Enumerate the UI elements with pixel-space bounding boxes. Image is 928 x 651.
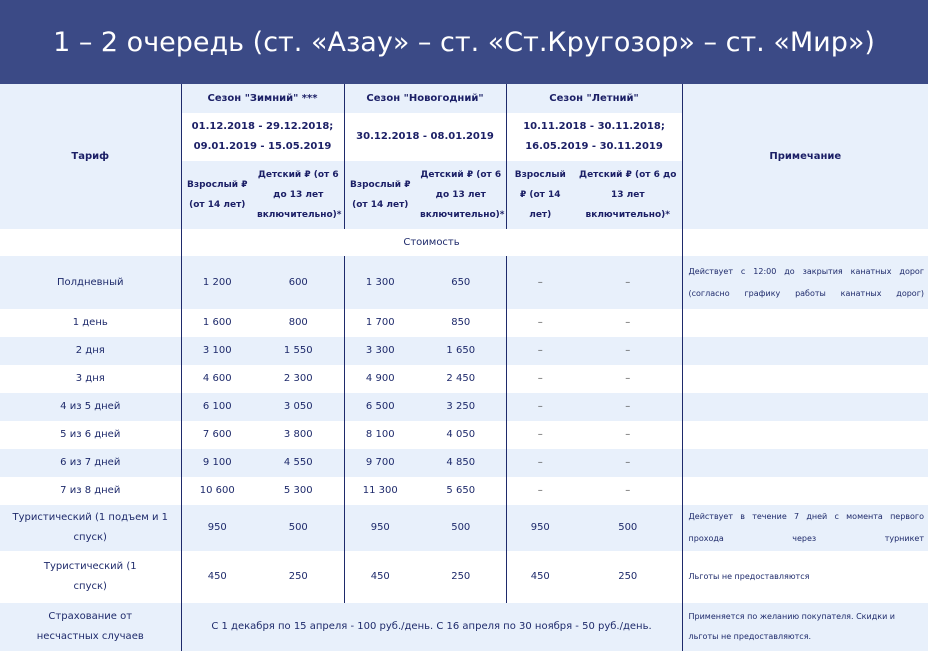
season-winter-dates: 01.12.2018 - 29.12.2018; 09.01.2019 - 15.05.2019 (181, 113, 344, 161)
tariff-cell: 5 из 6 дней (60, 429, 121, 440)
price-cell: 6 500 (344, 393, 416, 421)
child-header: Детский ₽ (от 6 до 13 лет включительно)* (420, 170, 505, 220)
note-cell (682, 337, 928, 365)
price-cell: – (625, 457, 631, 468)
price-cell: 10 600 (181, 477, 253, 505)
price-cell: – (506, 256, 574, 309)
note-cell: Льготы не предоставляются (682, 551, 928, 603)
price-cell: 500 (618, 522, 638, 533)
price-cell: 7 600 (181, 421, 253, 449)
tariff-cell: 7 из 8 дней (60, 485, 121, 496)
price-cell: 1 650 (446, 345, 476, 356)
tariff-cell: Туристический (1 спуск) (43, 561, 137, 592)
tariff-cell: Страхование от несчастных случаев (36, 611, 144, 642)
price-cell: – (506, 337, 574, 365)
price-cell: 4 050 (446, 429, 476, 440)
table-row (0, 551, 928, 603)
note-cell (682, 309, 928, 337)
price-cell: 5 650 (446, 485, 476, 496)
price-cell: 3 250 (446, 401, 476, 412)
tariff-cell: 4 из 5 дней (60, 401, 121, 412)
tariff-cell: 1 день (72, 317, 108, 328)
price-cell: 250 (288, 571, 308, 582)
note-cell (682, 365, 928, 393)
price-cell: 3 050 (283, 401, 313, 412)
price-cell: – (506, 449, 574, 477)
price-cell: 650 (451, 276, 471, 288)
table-row (0, 477, 928, 505)
price-cell: 950 (344, 505, 416, 551)
price-cell: 2 450 (446, 373, 476, 384)
price-table (0, 84, 928, 651)
price-cell: 450 (181, 551, 253, 603)
note-header: Примечание (682, 84, 928, 229)
season-summer-name: Сезон "Летний" (506, 84, 682, 113)
price-cell: – (506, 365, 574, 393)
note-cell (682, 477, 928, 505)
price-cell: 4 850 (446, 457, 476, 468)
price-cell: 600 (288, 276, 308, 288)
adult-header: Взрослый ₽ (от 14 лет) (506, 161, 574, 229)
table-row (0, 603, 928, 651)
price-cell: – (506, 393, 574, 421)
tariff-cell: Полдневный (57, 276, 124, 288)
price-cell: 450 (344, 551, 416, 603)
note-cell (682, 393, 928, 421)
note-cell (682, 421, 928, 449)
price-cell: – (506, 421, 574, 449)
adult-header: Взрослый ₽ (от 14 лет) (344, 161, 416, 229)
table-row (0, 505, 928, 551)
tariff-cell: 3 дня (75, 373, 105, 384)
price-cell: – (625, 485, 631, 496)
price-cell: 8 100 (344, 421, 416, 449)
note-cell (682, 449, 928, 477)
price-cell: 9 700 (344, 449, 416, 477)
price-cell: 250 (618, 571, 638, 582)
price-cell: 4 900 (344, 365, 416, 393)
season-winter-name: Сезон "Зимний" *** (181, 84, 344, 113)
insurance-text: С 1 декабря по 15 апреля - 100 руб./день. С 16 апреля по 30 ноября - 50 руб./день. (181, 603, 682, 651)
price-cell: 500 (451, 522, 471, 533)
child-header: Детский ₽ (от 6 до 13 лет включительно)* (579, 170, 677, 220)
price-cell: – (625, 373, 631, 384)
price-cell: 11 300 (344, 477, 416, 505)
price-cell: 1 550 (283, 345, 313, 356)
price-cell: 1 300 (344, 256, 416, 309)
price-cell: – (625, 429, 631, 440)
price-cell: 4 600 (181, 365, 253, 393)
table-row (0, 337, 928, 365)
price-cell: – (506, 309, 574, 337)
price-cell: 6 100 (181, 393, 253, 421)
table-row (0, 421, 928, 449)
price-cell: 450 (506, 551, 574, 603)
price-cell: – (506, 477, 574, 505)
price-cell: 950 (506, 505, 574, 551)
tariff-cell: 2 дня (75, 345, 105, 356)
season-summer-dates: 10.11.2018 - 30.11.2018; 16.05.2019 - 30.11.2019 (506, 113, 682, 161)
price-cell: 3 300 (344, 337, 416, 365)
price-cell: – (625, 276, 631, 288)
table-row (0, 309, 928, 337)
price-cell: 2 300 (283, 373, 313, 384)
price-cell: 500 (288, 522, 308, 533)
price-cell: 3 800 (283, 429, 313, 440)
price-cell: – (625, 317, 631, 328)
table-row (0, 365, 928, 393)
price-cell: – (625, 345, 631, 356)
season-newyear-name: Сезон "Новогодний" (344, 84, 506, 113)
price-cell: 1 600 (181, 309, 253, 337)
price-cell: 950 (181, 505, 253, 551)
child-header: Детский ₽ (от 6 до 13 лет включительно)* (257, 170, 342, 220)
price-cell: 3 100 (181, 337, 253, 365)
price-cell: 9 100 (181, 449, 253, 477)
tariff-header: Тариф (71, 150, 110, 162)
note-cell: Применяется по желанию покупателя. Скидки и льготы не предоставляются. (682, 603, 928, 651)
price-cell: – (625, 401, 631, 412)
page-title: 1 – 2 очередь (ст. «Азау» – ст. «Ст.Кругозор» – ст. «Мир») (0, 0, 928, 84)
price-cell: 1 200 (181, 256, 253, 309)
cost-label: Стоимость (181, 229, 682, 256)
note-cell: Действует с 12:00 до закрытия канатных дорог (согласно графику работы канатных дорог) (682, 256, 928, 309)
price-cell: 4 550 (283, 457, 313, 468)
price-cell: 250 (451, 571, 471, 582)
table-row (0, 393, 928, 421)
price-cell: 800 (288, 317, 308, 328)
table-row (0, 256, 928, 309)
adult-header: Взрослый ₽ (от 14 лет) (181, 161, 253, 229)
note-cell: Действует в течение 7 дней с момента первого прохода через турникет (682, 505, 928, 551)
season-newyear-dates: 30.12.2018 - 08.01.2019 (344, 113, 506, 161)
tariff-cell: Туристический (1 подъем и 1 спуск) (12, 512, 168, 543)
tariff-cell: 6 из 7 дней (60, 457, 121, 468)
table-row (0, 449, 928, 477)
price-cell: 5 300 (283, 485, 313, 496)
price-cell: 850 (451, 317, 471, 328)
price-cell: 1 700 (344, 309, 416, 337)
